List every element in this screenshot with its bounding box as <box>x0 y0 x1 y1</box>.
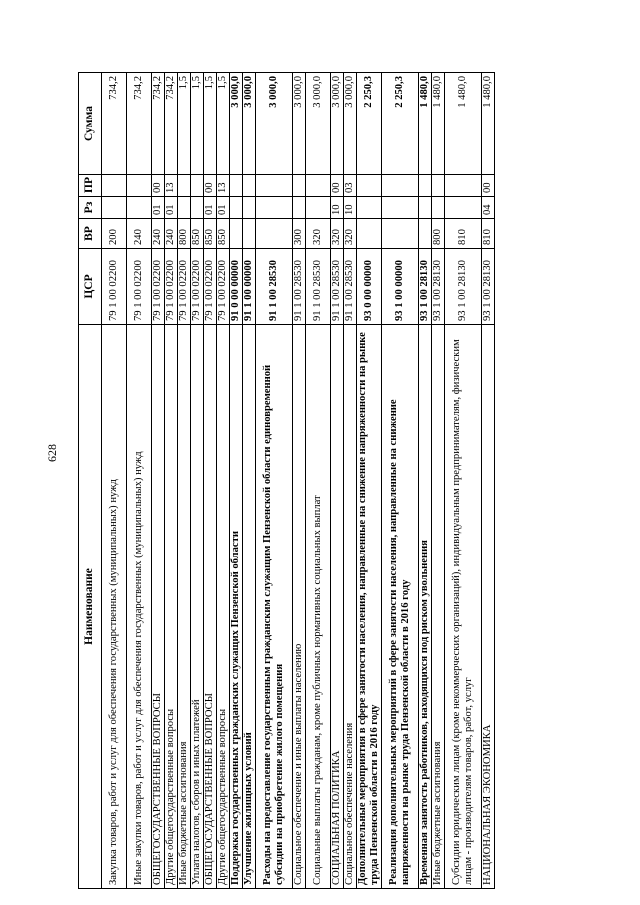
cell-rz: 01 <box>165 197 178 219</box>
cell-name: ОБЩЕГОСУДАРСТВЕННЫЕ ВОПРОСЫ <box>152 325 165 889</box>
cell-rz: 01 <box>204 197 217 219</box>
cell-name: Иные бюджетные ассигнования <box>178 325 191 889</box>
cell-pr <box>230 175 243 197</box>
cell-rz <box>127 197 152 219</box>
cell-csr: 93 1 00 28130 <box>419 249 432 325</box>
cell-vr: 850 <box>217 219 230 249</box>
cell-vr <box>230 219 243 249</box>
table-row <box>165 73 178 889</box>
cell-sum: 1 480,0 <box>445 73 482 175</box>
cell-name: Социальные выплаты гражданам, кроме публичных нормативных социальных выплат <box>306 325 331 889</box>
cell-csr: 93 0 00 00000 <box>357 249 382 325</box>
cell-sum: 1,5 <box>217 73 230 175</box>
cell-vr: 800 <box>178 219 191 249</box>
cell-vr <box>419 219 432 249</box>
cell-name: Дополнительные мероприятия в сфере занятости населения, направленные на снижение напряженности на рынке труда Пензенской области в 2016 году <box>357 325 382 889</box>
cell-sum: 3 000,0 <box>306 73 331 175</box>
budget-table-rotated <box>78 73 563 889</box>
cell-pr <box>293 175 306 197</box>
table-row <box>243 73 256 889</box>
header-vr: ВР <box>79 219 102 249</box>
table-row <box>230 73 243 889</box>
cell-vr: 320 <box>331 219 344 249</box>
cell-rz <box>178 197 191 219</box>
cell-rz: 01 <box>217 197 230 219</box>
cell-sum: 734,2 <box>102 73 127 175</box>
table-row <box>102 73 127 889</box>
cell-vr <box>256 219 293 249</box>
cell-sum: 3 000,0 <box>230 73 243 175</box>
cell-pr: 00 <box>204 175 217 197</box>
cell-name: Социальное обеспечение населения <box>344 325 357 889</box>
cell-csr: 93 1 00 28130 <box>482 249 495 325</box>
cell-vr: 800 <box>432 219 445 249</box>
cell-sum: 1,5 <box>191 73 204 175</box>
table-row <box>331 73 344 889</box>
cell-pr: 00 <box>482 175 495 197</box>
page-number: 628 <box>45 444 59 462</box>
cell-name: Расходы на предоставление государственным гражданским служащим Пензенской области единовременной субсидии на приобретение жилого помещения <box>256 325 293 889</box>
cell-pr: 13 <box>217 175 230 197</box>
cell-csr: 79 1 00 02200 <box>127 249 152 325</box>
table-row <box>178 73 191 889</box>
cell-vr: 320 <box>344 219 357 249</box>
table-row <box>256 73 293 889</box>
cell-name: Социальное обеспечение и иные выплаты населению <box>293 325 306 889</box>
cell-sum: 1 480,0 <box>419 73 432 175</box>
table-row <box>382 73 419 889</box>
cell-sum: 1,5 <box>178 73 191 175</box>
cell-pr <box>243 175 256 197</box>
cell-csr: 93 1 00 28130 <box>432 249 445 325</box>
table-row <box>445 73 482 889</box>
cell-pr <box>191 175 204 197</box>
cell-rz <box>357 197 382 219</box>
header-rz: Рз <box>79 197 102 219</box>
cell-vr: 300 <box>293 219 306 249</box>
cell-vr <box>243 219 256 249</box>
cell-csr: 79 1 00 02200 <box>191 249 204 325</box>
cell-pr <box>256 175 293 197</box>
cell-rz: 10 <box>331 197 344 219</box>
cell-pr <box>445 175 482 197</box>
cell-rz <box>445 197 482 219</box>
cell-vr: 240 <box>152 219 165 249</box>
cell-sum: 734,2 <box>152 73 165 175</box>
cell-pr: 13 <box>165 175 178 197</box>
cell-vr: 320 <box>306 219 331 249</box>
cell-pr <box>178 175 191 197</box>
cell-csr: 79 1 00 02200 <box>152 249 165 325</box>
cell-rz <box>382 197 419 219</box>
cell-name: Закупка товаров, работ и услуг для обеспечения государственных (муниципальных) нужд <box>102 325 127 889</box>
cell-name: Другие общегосударственные вопросы <box>165 325 178 889</box>
table-row <box>217 73 230 889</box>
table-row <box>482 73 495 889</box>
cell-rz <box>432 197 445 219</box>
cell-rz <box>230 197 243 219</box>
cell-pr <box>306 175 331 197</box>
cell-pr: 00 <box>152 175 165 197</box>
cell-sum: 3 000,0 <box>344 73 357 175</box>
cell-csr: 79 1 00 02200 <box>178 249 191 325</box>
cell-csr: 79 1 00 02200 <box>204 249 217 325</box>
cell-csr: 79 1 00 02200 <box>165 249 178 325</box>
table-row <box>344 73 357 889</box>
cell-rz <box>243 197 256 219</box>
cell-name: Реализация дополнительных мероприятий в сфере занятости населения, направленные на снижение напряженности на рынке труда Пензенской области в 2016 году <box>382 325 419 889</box>
cell-vr <box>382 219 419 249</box>
cell-sum: 734,2 <box>127 73 152 175</box>
table-row <box>293 73 306 889</box>
cell-vr: 240 <box>127 219 152 249</box>
cell-csr: 91 1 00 28530 <box>331 249 344 325</box>
cell-pr <box>382 175 419 197</box>
cell-vr: 240 <box>165 219 178 249</box>
cell-csr: 79 1 00 02200 <box>102 249 127 325</box>
cell-rz: 04 <box>482 197 495 219</box>
cell-name: Субсидии юридическим лицам (кроме некоммерческих организаций), индивидуальным предпринимателям, физическим лицам - производителям товаров, работ, услуг <box>445 325 482 889</box>
budget-table <box>78 72 495 889</box>
cell-vr: 200 <box>102 219 127 249</box>
cell-name: Иные закупки товаров, работ и услуг для обеспечения государственных (муниципальных) нужд <box>127 325 152 889</box>
cell-name: Иные бюджетные ассигнования <box>432 325 445 889</box>
table-body <box>102 73 495 889</box>
cell-rz <box>419 197 432 219</box>
cell-sum: 1 480,0 <box>482 73 495 175</box>
cell-rz: 01 <box>152 197 165 219</box>
cell-sum: 3 000,0 <box>331 73 344 175</box>
cell-sum: 3 000,0 <box>243 73 256 175</box>
cell-rz <box>293 197 306 219</box>
header-pr: ПР <box>79 175 102 197</box>
cell-name: ОБЩЕГОСУДАРСТВЕННЫЕ ВОПРОСЫ <box>204 325 217 889</box>
cell-sum: 3 000,0 <box>293 73 306 175</box>
cell-name: Поддержка государственных гражданских служащих Пензенской области <box>230 325 243 889</box>
table-row <box>204 73 217 889</box>
cell-pr <box>419 175 432 197</box>
header-csr: ЦСР <box>79 249 102 325</box>
cell-rz: 10 <box>344 197 357 219</box>
cell-name: СОЦИАЛЬНАЯ ПОЛИТИКА <box>331 325 344 889</box>
cell-vr: 810 <box>482 219 495 249</box>
cell-pr: 03 <box>344 175 357 197</box>
cell-csr: 91 1 00 28530 <box>293 249 306 325</box>
table-row <box>419 73 432 889</box>
cell-name: НАЦИОНАЛЬНАЯ ЭКОНОМИКА <box>482 325 495 889</box>
cell-csr: 91 0 00 00000 <box>230 249 243 325</box>
cell-csr: 79 1 00 02200 <box>217 249 230 325</box>
cell-csr: 91 1 00 28530 <box>344 249 357 325</box>
cell-csr: 93 1 00 28130 <box>445 249 482 325</box>
cell-pr <box>102 175 127 197</box>
cell-vr: 850 <box>204 219 217 249</box>
cell-csr: 91 1 00 28530 <box>306 249 331 325</box>
header-name: Наименование <box>79 325 102 889</box>
cell-rz <box>306 197 331 219</box>
table-row <box>191 73 204 889</box>
cell-csr: 91 1 00 00000 <box>243 249 256 325</box>
cell-csr: 93 1 00 00000 <box>382 249 419 325</box>
cell-vr <box>357 219 382 249</box>
cell-name: Другие общегосударственные вопросы <box>217 325 230 889</box>
cell-sum: 2 250,3 <box>357 73 382 175</box>
cell-name: Временная занятость работников, находящихся под риском увольнения <box>419 325 432 889</box>
table-row <box>306 73 331 889</box>
cell-sum: 3 000,0 <box>256 73 293 175</box>
table-row <box>357 73 382 889</box>
cell-sum: 2 250,3 <box>382 73 419 175</box>
cell-vr: 850 <box>191 219 204 249</box>
cell-pr: 00 <box>331 175 344 197</box>
cell-sum: 1 480,0 <box>432 73 445 175</box>
cell-pr <box>127 175 152 197</box>
cell-name: Улучшение жилищных условий <box>243 325 256 889</box>
cell-vr: 810 <box>445 219 482 249</box>
cell-sum: 734,2 <box>165 73 178 175</box>
table-row <box>152 73 165 889</box>
cell-sum: 1,5 <box>204 73 217 175</box>
cell-rz <box>256 197 293 219</box>
table-row <box>127 73 152 889</box>
cell-name: Уплата налогов, сборов и иных платежей <box>191 325 204 889</box>
table-row <box>432 73 445 889</box>
cell-rz <box>191 197 204 219</box>
cell-pr <box>432 175 445 197</box>
header-sum: Сумма <box>79 73 102 175</box>
cell-rz <box>102 197 127 219</box>
cell-pr <box>357 175 382 197</box>
cell-csr: 91 1 00 28530 <box>256 249 293 325</box>
table-header-row <box>79 73 102 889</box>
